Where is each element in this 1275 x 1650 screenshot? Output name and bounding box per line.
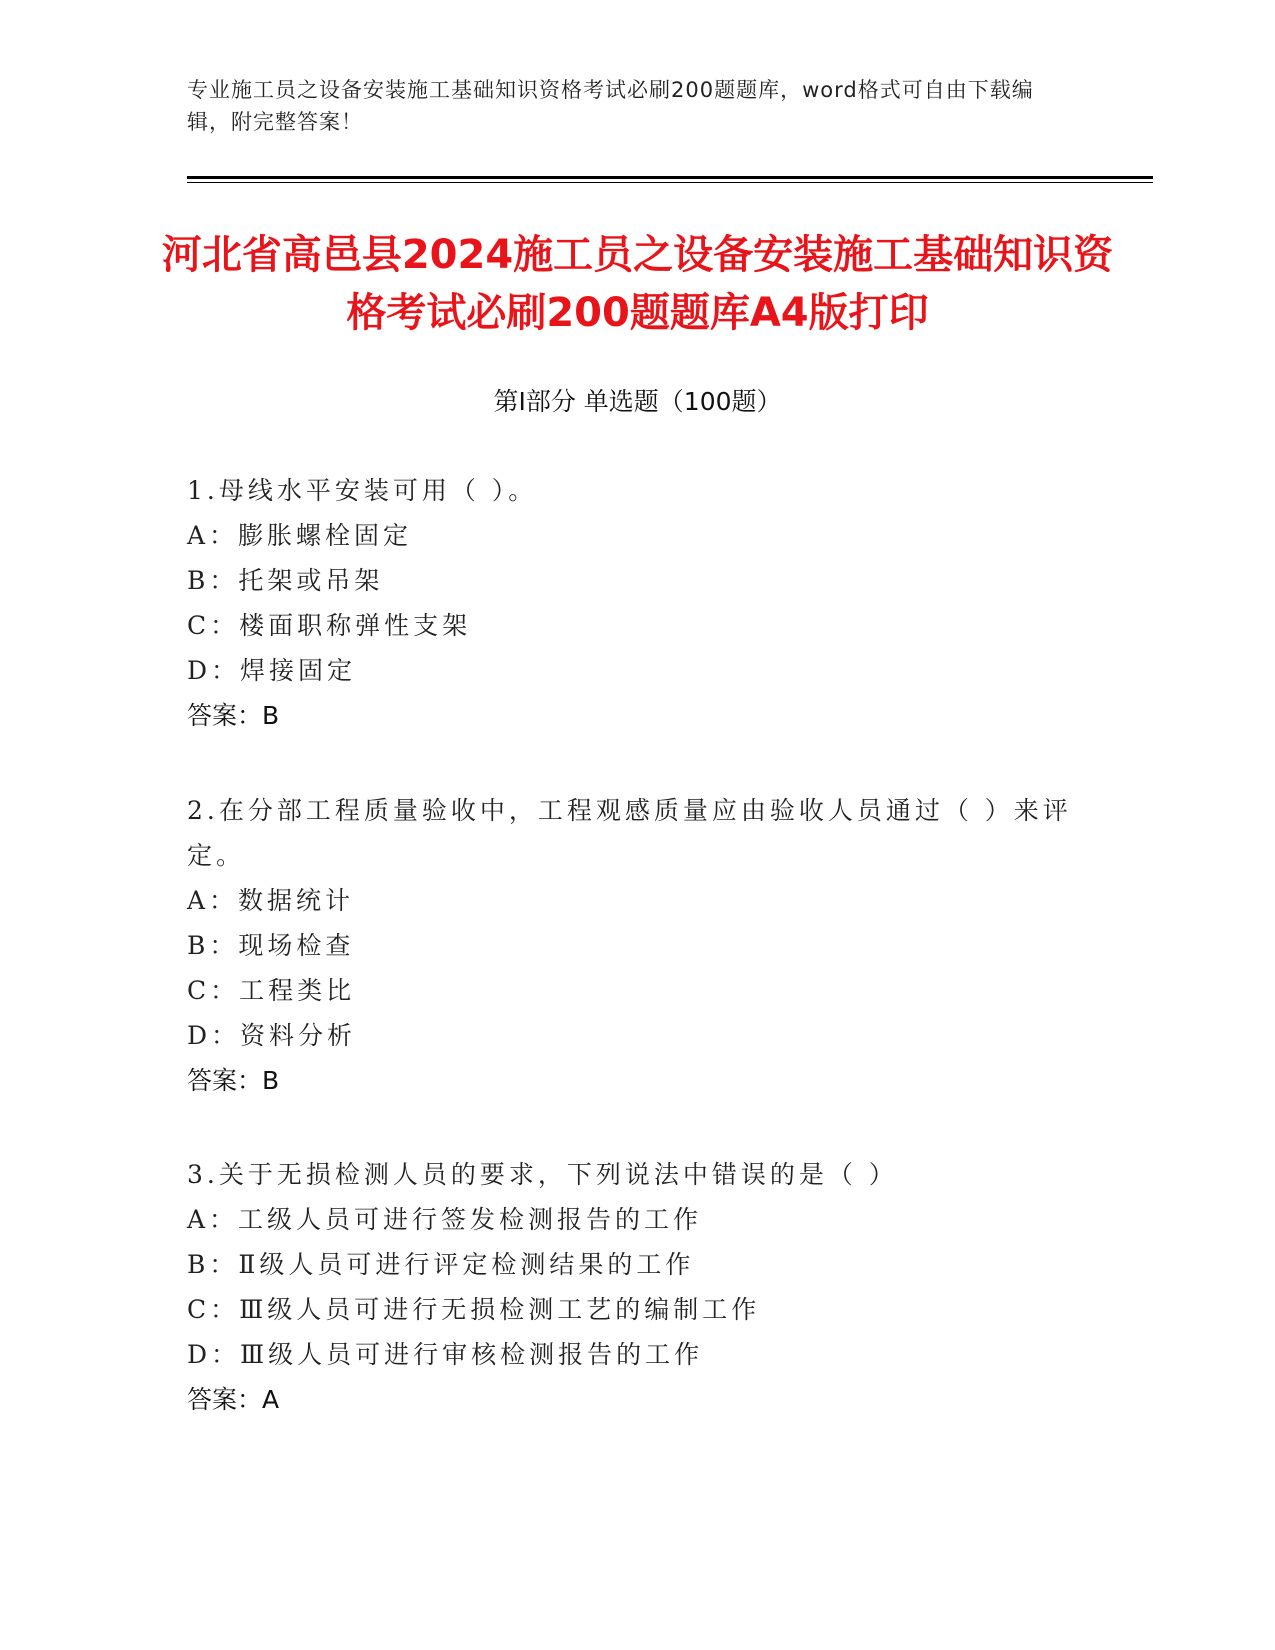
question-3 — [187, 1152, 1087, 1422]
option-c: C：楼面职称弹性支架 — [187, 611, 472, 640]
header-divider-thin — [187, 182, 1153, 183]
question-stem: 2.在分部工程质量验收中，工程观感质量应由验收人员通过（ ）来评定。 — [187, 796, 1072, 870]
option-a: A：膨胀螺栓固定 — [187, 521, 413, 550]
answer: 答案：B — [187, 701, 280, 730]
option-b: B：托架或吊架 — [187, 566, 384, 595]
option-a: A：数据统计 — [187, 886, 355, 915]
option-b: B：现场检查 — [187, 931, 355, 960]
question-2 — [187, 788, 1087, 1103]
document-title: 河北省高邑县2024施工员之设备安装施工基础知识资格考试必刷200题题库A4版打印 — [161, 232, 1114, 336]
option-a: A：工级人员可进行签发检测报告的工作 — [187, 1205, 703, 1234]
question-stem: 3.关于无损检测人员的要求，下列说法中错误的是（ ） — [187, 1160, 898, 1189]
option-d: D：Ⅲ级人员可进行审核检测报告的工作 — [187, 1340, 704, 1369]
section-title: 第Ⅰ部分 单选题（100题） — [493, 387, 782, 416]
answer: 答案：A — [187, 1385, 280, 1414]
question-1 — [187, 468, 1087, 738]
option-c: C：Ⅲ级人员可进行无损检测工艺的编制工作 — [187, 1295, 761, 1324]
header-note: 专业施工员之设备安装施工基础知识资格考试必刷200题题库，word格式可自由下载编辑，附完整答案！ — [187, 78, 1034, 134]
question-stem: 1.母线水平安装可用（ ）。 — [187, 476, 538, 505]
header-divider-thick — [187, 176, 1153, 179]
option-d: D：焊接固定 — [187, 656, 357, 685]
option-c: C：工程类比 — [187, 976, 356, 1005]
option-b: B：Ⅱ级人员可进行评定检测结果的工作 — [187, 1250, 695, 1279]
option-d: D：资料分析 — [187, 1021, 357, 1050]
answer: 答案：B — [187, 1066, 280, 1095]
